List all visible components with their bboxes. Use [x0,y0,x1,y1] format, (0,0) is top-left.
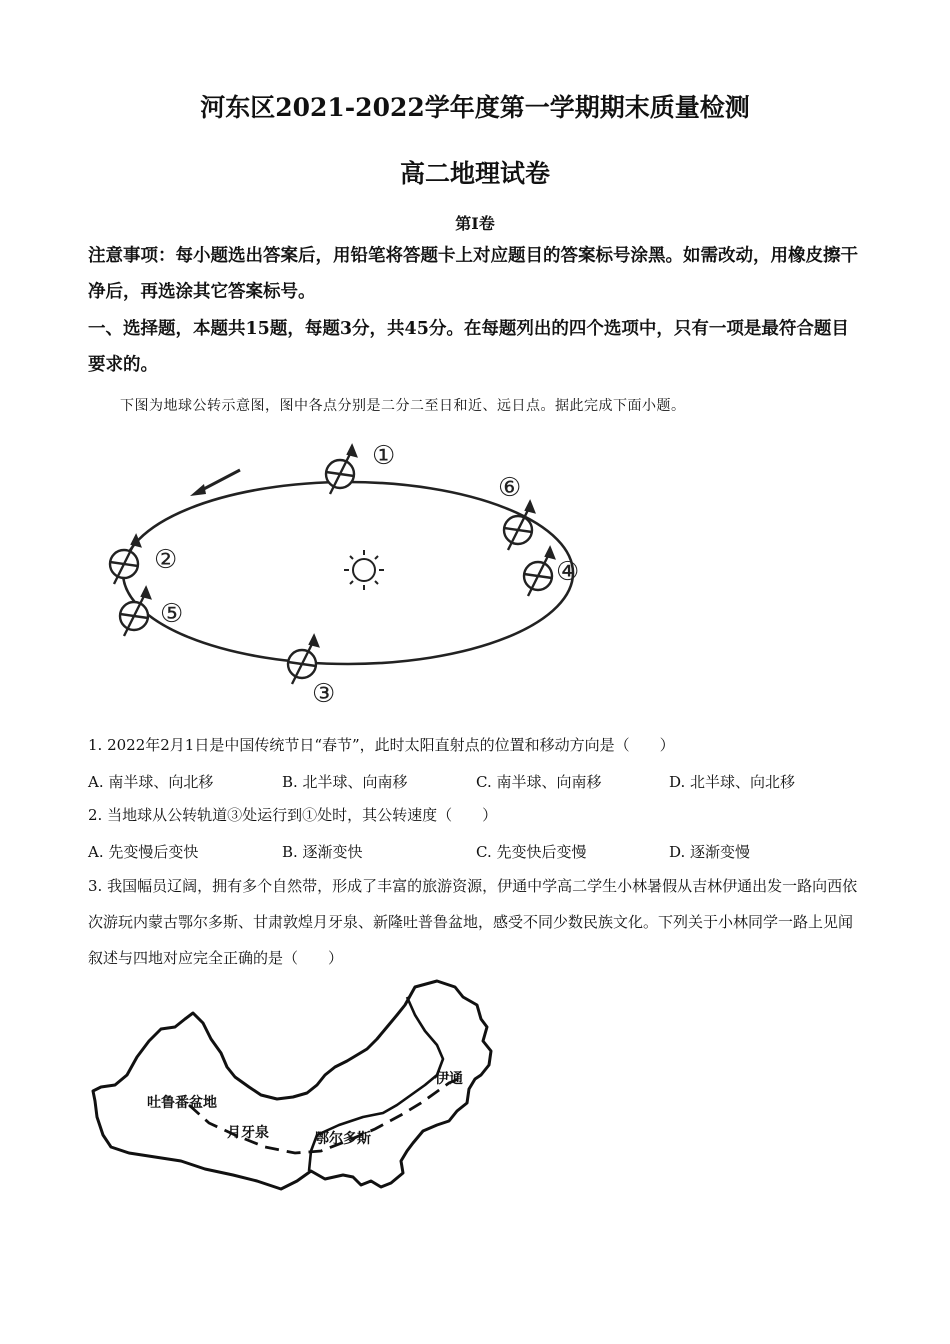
earth-position-5 [120,588,150,636]
volume-label: 第I卷 [455,214,495,233]
map-label-yitong: 伊通 [435,1071,463,1087]
earth-position-1 [326,446,356,494]
orbit-label-5: ⑤ [160,599,184,629]
question-2-stem: 2. 当地球从公转轨道③处运行到①处时，其公转速度（ ） [88,806,498,824]
orbit-label-4: ④ [556,557,580,587]
notice-text: 注意事项：每小题选出答案后，用铅笔将答题卡上对应题目的答案标号涂黑。如需改动，用橡皮擦干净后，再选涂其它答案标号。 [88,246,858,302]
question-2-option-a[interactable]: A. 先变慢后变快 [88,843,199,861]
orbit-ellipse [123,482,573,664]
earth-orbit-diagram [90,430,610,710]
earth-position-3 [288,636,318,684]
map-outline [93,981,491,1189]
question-1-stem: 1. 2022年2月1日是中国传统节日“春节”，此时太阳直射点的位置和移动方向是（ ） [88,736,675,754]
question-3-stem: 3. 我国幅员辽阔，拥有多个自然带，形成了丰富的旅游资源，伊通中学高二学生小林暑假从吉林伊通出发一路向西依次游玩内蒙古鄂尔多斯、甘肃敦煌月牙泉、新隆吐普鲁盆地，感受不同少数民族文化。下列关于小林同学一路上见闻叙述与四地对应完全正确的是（ ） [88,877,858,967]
question-1-option-b[interactable]: B. 北半球、向南移 [282,773,408,791]
map-label-ordos: 鄂尔多斯 [315,1131,371,1147]
figure-intro: 下图为地球公转示意图，图中各点分别是二分二至日和近、远日点。据此完成下面小题。 [120,398,686,414]
earth-position-4 [524,548,554,596]
arrow-direction-icon [190,470,240,496]
exam-subtitle: 高二地理试卷 [399,159,550,188]
earth-position-2 [110,536,140,584]
question-2-option-d[interactable]: D. 逐渐变慢 [669,843,751,861]
orbit-label-6: ⑥ [498,473,522,503]
question-1-option-a[interactable]: A. 南半球、向北移 [88,773,214,791]
map-label-turpan: 吐鲁番盆地 [147,1095,217,1111]
question-2-option-c[interactable]: C. 先变快后变慢 [476,843,587,861]
orbit-label-2: ② [154,545,178,575]
orbit-label-1: ① [372,441,396,471]
section-heading: 一、选择题，本题共15题，每题3分，共45分。在每题列出的四个选项中，只有一项是最符合题目要求的。 [88,319,849,375]
orbit-label-3: ③ [312,679,336,709]
map-label-crescent-spring: 月牙泉 [227,1125,269,1141]
question-2-option-b[interactable]: B. 逐渐变快 [282,843,363,861]
china-route-map [85,975,505,1210]
sun-icon [344,550,384,590]
question-1-option-c[interactable]: C. 南半球、向南移 [476,773,602,791]
exam-title: 河东区2021-2022学年度第一学期期末质量检测 [200,93,750,122]
question-1-option-d[interactable]: D. 北半球、向北移 [669,773,796,791]
